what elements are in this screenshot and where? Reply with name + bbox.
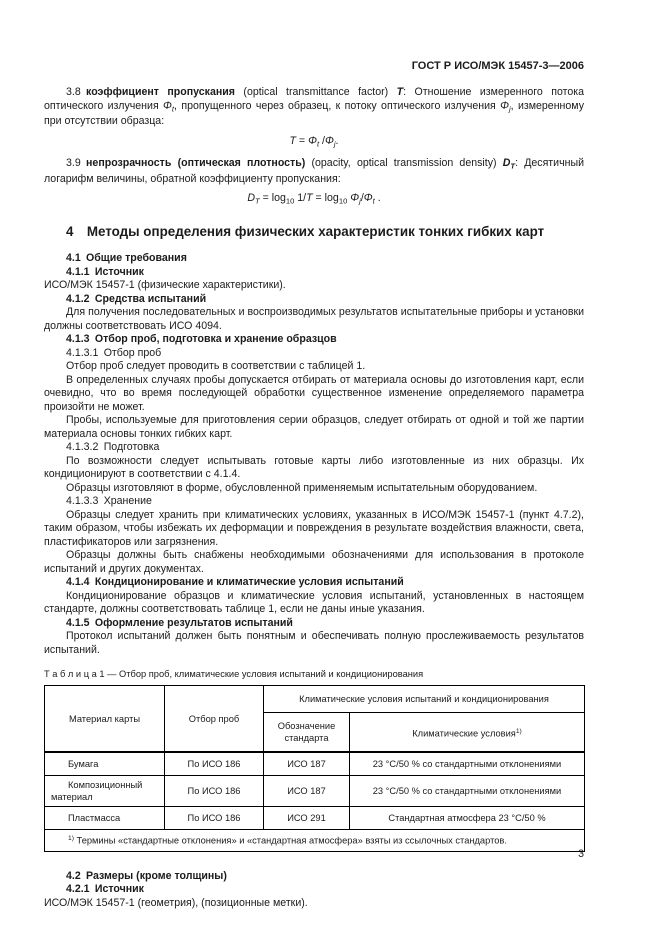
cell-conditions: 23 °С/50 % со стандартными отклонениями [350, 752, 585, 776]
cell-conditions: 23 °С/50 % со стандартными отклонениями [350, 776, 585, 807]
heading-4-1-3: 4.1.3 Отбор проб, подготовка и хранение образцов [66, 333, 337, 346]
heading-4-1-3-1: 4.1.3.1 Отбор проб [66, 346, 162, 359]
para-test-report: Протокол испытаний должен быть понятным и обеспечивать полную прослеживаемость результатов испытаний. [44, 630, 584, 656]
para-storage-2: Образцы должны быть снабжены необходимыми обозначениями для использования в протоколе испытаний и других документах. [44, 549, 584, 575]
page-number: 3 [578, 848, 584, 860]
page-content [44, 60, 584, 910]
clause-3-8: 3.8 коэффициент пропускания (optical transmittance factor) T: Отношение измеренного потока оптического излучения $\Phi_t$, пропущенного через образец, к потоку оптического излучения $\Phi_j$, измеренному при отсутствии образца: [44, 86, 584, 128]
cell-sampling: По ИСО 186 [165, 807, 264, 830]
table-1-caption: Т а б л и ц а 1 — Отбор проб, климатические условия испытаний и кондиционирования [44, 669, 424, 680]
col-header-material: Материал карты [45, 686, 165, 753]
col-header-conditions: Климатические условия$^{1)}$ [350, 713, 585, 753]
cell-sampling: По ИСО 186 [165, 776, 264, 807]
cell-material: Бумага [45, 752, 165, 776]
heading-4-2-1: 4.2.1 Источник [66, 883, 144, 896]
cell-conditions: Стандартная атмосфера 23 °С/50 % [350, 807, 585, 830]
col-header-climate-group: Климатические условия испытаний и кондиционирования [264, 686, 585, 713]
formula-optical-density: $D_T = \log_{10} 1/T = \log_{10} \Phi_j/\Phi_t$ . [247, 192, 381, 206]
heading-4-1-3-2: 4.1.3.2 Подготовка [66, 441, 160, 454]
heading-4-1: 4.1 Общие требования [66, 252, 187, 265]
table-1 [44, 685, 585, 851]
col-header-sampling: Отбор проб [165, 686, 264, 753]
para-preparation-2: Образцы изготовляют в форме, обусловленной применяемым испытательным оборудованием. [66, 481, 538, 494]
table-row-plastic [45, 807, 585, 830]
heading-section-4: 4 Методы определения физических характеристик тонких гибких карт [66, 224, 545, 240]
heading-4-1-5: 4.1.5 Оформление результатов испытаний [66, 616, 293, 629]
cell-material: Пластмасса [45, 807, 165, 830]
heading-4-1-2: 4.1.2 Средства испытаний [66, 292, 207, 305]
para-conditioning: Кондиционирование образцов и климатические условия испытаний, установленных в настоящем стандарте, должны соответствовать таблице 1, если не даны иные указания. [44, 589, 584, 616]
para-sampling-3: Пробы, используемые для приготовления серии образцов, следует отбирать от одной и той же партии материала основы тонких гибких карт. [44, 414, 584, 440]
clause-3-9: 3.9 непрозрачность (оптическая плотность) (opacity, optical transmission density) $D_T$: Десятичный логарифм величины, обратной коэффициенту пропускания: [44, 156, 584, 185]
formula-transmittance: $T = \Phi_t$ $/\Phi_j$. [289, 134, 339, 149]
heading-4-1-3-3: 4.1.3.3 Хранение [66, 495, 152, 508]
heading-4-2: 4.2 Размеры (кроме толщины) [66, 869, 227, 882]
para-sampling-2: В определенных случаях пробы допускается отбирать от материала основы до изготовления карт, если очевидно, что во время последующей обработки существенное изменение определяемого параметра произойти не может. [44, 373, 584, 413]
cell-material: Композиционный материал [45, 776, 165, 807]
para-source-physical: ИСО/МЭК 15457-1 (физические характеристики). [44, 279, 286, 292]
cell-standard: ИСО 187 [264, 752, 350, 776]
heading-4-1-1: 4.1.1 Источник [66, 265, 144, 278]
cell-standard: ИСО 187 [264, 776, 350, 807]
cell-sampling: По ИСО 186 [165, 752, 264, 776]
table-row-paper [45, 752, 585, 776]
para-sampling-1: Отбор проб следует проводить в соответствии с таблицей 1. [66, 360, 366, 373]
heading-4-1-4: 4.1.4 Кондиционирование и климатические условия испытаний [66, 576, 404, 589]
para-preparation-1: По возможности следует испытывать готовые карты либо изготовленные из них образцы. Их кондиционируют в соответствии с 4.1.4. [44, 454, 584, 481]
para-test-equipment: Для получения последовательных и воспроизводимых результатов испытательные приборы и установки должны соответствовать ИСО 4094. [44, 306, 584, 332]
doc-code-header: ГОСТ Р ИСО/МЭК 15457-3—2006 [411, 60, 584, 72]
table-header-row-1 [45, 686, 585, 713]
cell-standard: ИСО 291 [264, 807, 350, 830]
para-source-geometry: ИСО/МЭК 15457-1 (геометрия), (позиционные метки). [44, 896, 308, 909]
table-row-composite [45, 776, 585, 807]
table-footnote: $^{1)}$ Термины «стандартные отклонения» и «стандартная атмосфера» взяты из ссылочных стандартов. [45, 830, 585, 851]
col-header-standard: Обозначение стандарта [264, 713, 350, 753]
para-storage-1: Образцы следует хранить при климатических условиях, указанных в ИСО/МЭК 15457-1 (пункт 4.7.2), таким образом, чтобы избежать их деформации и повреждения в результате воздействия влажности, света, пластификаторов или загрязнения. [44, 508, 584, 548]
